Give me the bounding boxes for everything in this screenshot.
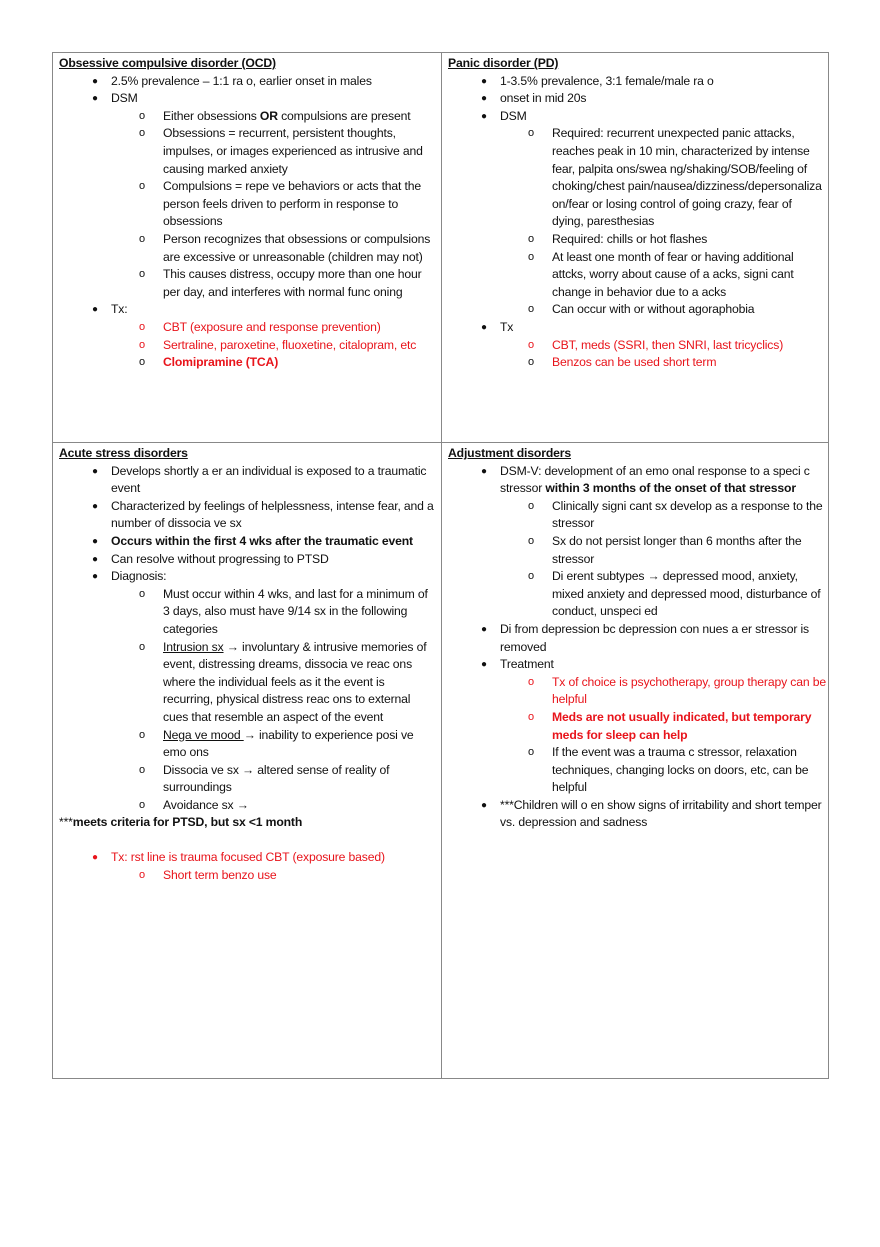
text-run: Di erent subtypes → depressed mood, anxiety, mixed anxiety and depressed mood, disturbance of conduct, unspeci ed (552, 569, 821, 619)
bullet-icon: ● (481, 465, 487, 477)
list-item (448, 90, 826, 108)
circle-bullet-icon: o (139, 268, 145, 281)
sub-list-item (59, 354, 437, 372)
text-run: DSM (111, 91, 138, 106)
text-run: meets criteria for PTSD, but sx <1 month (72, 815, 303, 830)
text-run: Sx do not persist longer than 6 months after the stressor (552, 533, 802, 566)
bullet-icon: ● (92, 75, 98, 87)
sub-list-item (59, 337, 437, 355)
list-item (448, 797, 826, 832)
sub-list-item (448, 301, 826, 319)
list-item (59, 301, 437, 319)
section-heading: Acute stress disorders (59, 446, 188, 460)
text-run: Intrusion sx (163, 639, 224, 654)
circle-bullet-icon: o (139, 180, 145, 193)
circle-bullet-icon: o (528, 232, 534, 245)
text-run: ***Children will o en show signs of irritability and short temper vs. depression and sadness (500, 797, 822, 830)
circle-bullet-icon: o (139, 640, 145, 653)
notes-table (52, 52, 829, 1079)
list-item (59, 73, 437, 91)
text-run: → involuntary & intrusive memories of event, distressing dreams, dissocia ve reac ons where the individual feels as it the event is recurring, physical distress reac ons to external cues that resemble an aspect of the event (163, 639, 427, 724)
sub-list-item (59, 108, 437, 126)
bullet-icon: ● (92, 553, 98, 565)
sub-list-item (59, 266, 437, 301)
circle-bullet-icon: o (139, 127, 145, 140)
text-run: *** (59, 815, 73, 830)
text-run: OR (259, 108, 278, 123)
circle-bullet-icon: o (528, 127, 534, 140)
circle-bullet-icon: o (528, 356, 534, 369)
text-run: Compulsions = repe ve behaviors or acts that the person feels driven to perform in response to obsessions (163, 179, 422, 229)
list-item (59, 568, 437, 586)
sub-list-item (448, 533, 826, 568)
text-run: Required: recurrent unexpected panic attacks, reaches peak in 10 min, characterized by intense fear, palpita ons/swea ng/shaking/SOB/feeling of choking/chest pain/nausea/dizziness/depersonaliza on/fear or losing control of going crazy, fear of dying, paresthesias (552, 126, 822, 229)
sub-list-item (59, 762, 437, 797)
list-item (448, 656, 826, 674)
sub-list-item (59, 319, 437, 337)
circle-bullet-icon: o (139, 798, 145, 811)
list-item (59, 814, 437, 832)
bullet-icon: ● (92, 500, 98, 512)
bullet-icon: ● (92, 304, 98, 316)
text-run: compulsions are present (277, 108, 411, 123)
text-run: Benzos can be used short term (552, 355, 717, 370)
text-run: Obsessions = recurrent, persistent thoughts, impulses, or images experienced as intrusive and causing marked anxiety (163, 126, 423, 176)
cell-adjustment-disorders (442, 443, 830, 832)
circle-bullet-icon: o (139, 338, 145, 351)
bullet-icon: ● (481, 75, 487, 87)
list-item (59, 533, 437, 551)
sub-list-item (59, 639, 437, 727)
bullet-icon: ● (92, 93, 98, 105)
list-item (59, 551, 437, 569)
text-run: within 3 months of the onset of that stressor (545, 481, 796, 496)
text-run: Diagnosis: (111, 569, 167, 584)
list-item (448, 319, 826, 337)
circle-bullet-icon: o (139, 587, 145, 600)
sub-list-item (448, 125, 826, 231)
text-run: At least one month of fear or having additional attcks, worry about cause of a acks, signi cant change in behavior due to a acks (552, 249, 794, 299)
sub-list-item (59, 727, 437, 762)
text-run: Sertraline, paroxetine, fluoxetine, citalopram, etc (163, 337, 417, 352)
section-heading: Adjustment disorders (448, 446, 571, 460)
cell-acute-stress-disorder (53, 443, 441, 884)
text-run: Required: chills or hot flashes (552, 231, 708, 246)
text-run: onset in mid 20s (500, 91, 587, 106)
circle-bullet-icon: o (528, 499, 534, 512)
text-run: Tx (500, 319, 514, 334)
bullet-icon: ● (481, 110, 487, 122)
circle-bullet-icon: o (139, 109, 145, 122)
text-run: CBT, meds (SSRI, then SNRI, last tricyclics) (552, 337, 784, 352)
bullet-icon: ● (481, 659, 487, 671)
text-run: Characterized by feelings of helplessness, intense fear, and a number of dissocia ve sx (111, 498, 434, 531)
text-run: Can resolve without progressing to PTSD (111, 551, 329, 566)
circle-bullet-icon: o (528, 250, 534, 263)
circle-bullet-icon: o (139, 763, 145, 776)
list-item (448, 73, 826, 91)
text-run: Dissocia ve sx → altered sense of reality of surroundings (163, 762, 390, 795)
text-run: Short term benzo use (163, 867, 277, 882)
circle-bullet-icon: o (139, 320, 145, 333)
text-run: Can occur with or without agoraphobia (552, 302, 755, 317)
sub-list-item (448, 744, 826, 797)
section-heading: Obsessive compulsive disorder (OCD) (59, 56, 276, 70)
list-item (448, 463, 826, 498)
text-run: Person recognizes that obsessions or compulsions are excessive or unreasonable (children may not) (163, 231, 431, 264)
text-run: Avoidance sx → (163, 797, 249, 812)
text-run: Must occur within 4 wks, and last for a minimum of 3 days, also must have 9/14 sx in the following categories (163, 586, 428, 636)
text-run: CBT (exposure and response prevention) (163, 319, 381, 334)
section-heading: Panic disorder (PD) (448, 56, 559, 70)
list-item (59, 463, 437, 498)
text-run: Nega ve mood (163, 727, 244, 742)
text-run: Tx: (111, 302, 128, 317)
text-run: 2.5% prevalence – 1:1 ra o, earlier onset in males (111, 73, 372, 88)
cell-ocd (53, 53, 441, 372)
text-run: Clomipramine (TCA) (163, 355, 279, 370)
bullet-icon: ● (481, 93, 487, 105)
text-run: Di from depression bc depression con nues a er stressor is removed (500, 621, 809, 654)
sub-list-item (59, 178, 437, 231)
list-item (448, 108, 826, 126)
sub-list-item (448, 674, 826, 709)
circle-bullet-icon: o (528, 534, 534, 547)
sub-list-item (448, 709, 826, 744)
text-run: Clinically signi cant sx develop as a response to the stressor (552, 498, 823, 531)
circle-bullet-icon: o (528, 303, 534, 316)
text-run: Either obsessions (163, 108, 260, 123)
cell-panic-disorder (442, 53, 830, 372)
text-run: Tx: rst line is trauma focused CBT (exposure based) (111, 850, 385, 865)
sub-list-item (59, 125, 437, 178)
list-item (59, 849, 437, 867)
sub-list-item (448, 568, 826, 621)
sub-list-item (59, 797, 437, 815)
list-item (59, 498, 437, 533)
sub-list-item (448, 354, 826, 372)
sub-list-item (448, 337, 826, 355)
bullet-icon: ● (481, 321, 487, 333)
circle-bullet-icon: o (139, 232, 145, 245)
sub-list-item (59, 231, 437, 266)
circle-bullet-icon: o (528, 675, 534, 688)
list-item (448, 621, 826, 656)
text-run: → inability to experience posi ve emo ons (163, 727, 414, 760)
circle-bullet-icon: o (528, 338, 534, 351)
sub-list-item (448, 498, 826, 533)
text-run: DSM-V: development of an emo onal response to a speci c stressor (500, 463, 810, 496)
bullet-icon: ● (481, 799, 487, 811)
bullet-icon: ● (92, 465, 98, 477)
text-run: DSM (500, 108, 527, 123)
text-run: This causes distress, occupy more than one hour per day, and interferes with normal func oning (163, 267, 422, 299)
text-run: Treatment (500, 657, 554, 672)
bullet-icon: ● (481, 623, 487, 635)
circle-bullet-icon: o (528, 570, 534, 583)
list-item (59, 90, 437, 108)
sub-list-item (59, 586, 437, 639)
sub-list-item (448, 249, 826, 302)
spacer (59, 832, 437, 849)
circle-bullet-icon: o (528, 746, 534, 759)
circle-bullet-icon: o (139, 868, 145, 881)
text-run: Tx of choice is psychotherapy, group therapy can be helpful (552, 674, 826, 707)
sub-list-item (59, 867, 437, 885)
sub-list-item (448, 231, 826, 249)
bullet-icon: ● (92, 571, 98, 583)
circle-bullet-icon: o (139, 728, 145, 741)
text-run: If the event was a trauma c stressor, relaxation techniques, changing locks on doors, etc, can be helpful (552, 745, 809, 795)
circle-bullet-icon: o (528, 710, 534, 723)
text-run: Occurs within the first 4 wks after the traumatic event (111, 533, 413, 548)
bullet-icon: ● (92, 852, 98, 864)
text-run: 1-3.5% prevalence, 3:1 female/male ra o (500, 73, 714, 88)
text-run: Develops shortly a er an individual is exposed to a traumatic event (111, 463, 427, 496)
bullet-icon: ● (92, 535, 98, 547)
circle-bullet-icon: o (139, 356, 145, 369)
text-run: Meds are not usually indicated, but temporary meds for sleep can help (552, 709, 812, 742)
